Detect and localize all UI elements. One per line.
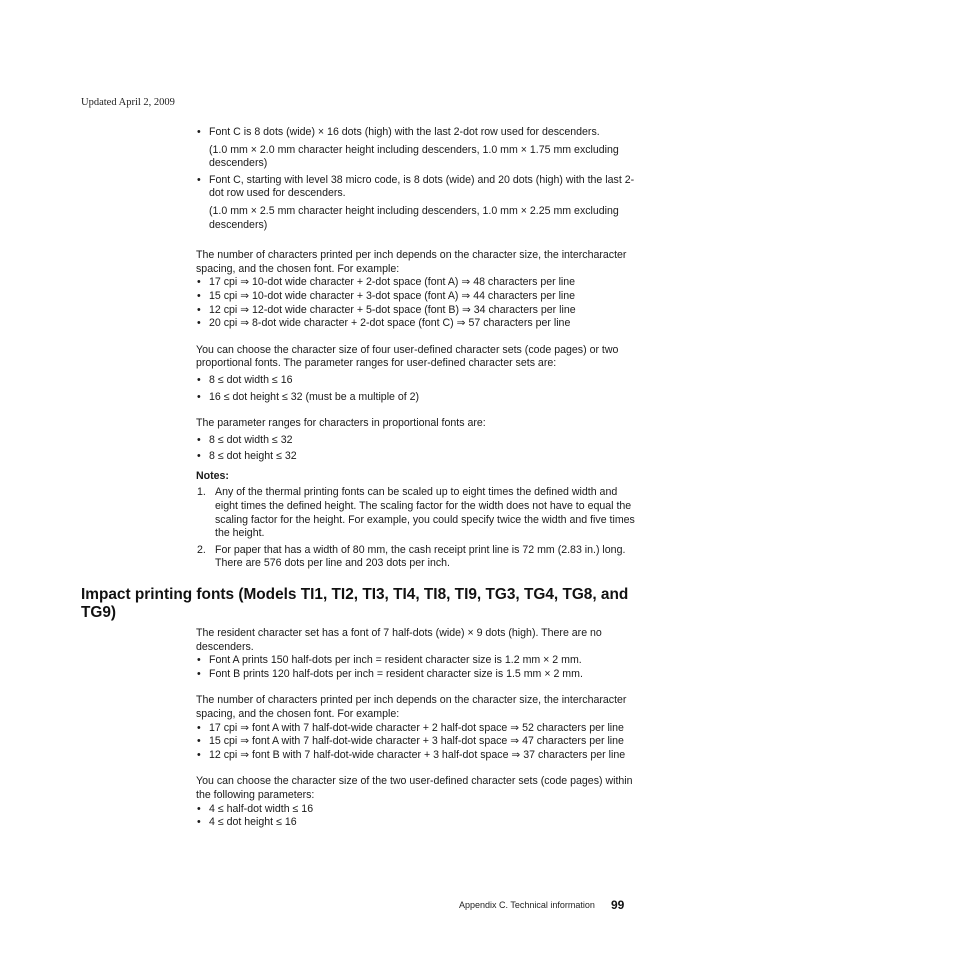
list-item: • 8 ≤ dot width ≤ 16	[196, 374, 636, 388]
list-item: • 4 ≤ half-dot width ≤ 16	[196, 803, 636, 817]
list-item: • Font C is 8 dots (wide) × 16 dots (high) with the last 2-dot row used for descenders.	[196, 126, 636, 140]
note-item	[196, 544, 636, 571]
note-number: 1.	[197, 486, 206, 499]
list-item: • 16 ≤ dot height ≤ 32 (must be a multiple of 2)	[196, 391, 636, 405]
list-item: • 15 cpi ⇒ font A with 7 half-dot-wide character + 3 half-dot space ⇒ 47 characters per line	[196, 735, 636, 749]
impact-cpi-intro: The number of characters printed per inch depends on the character size, the intercharacter spacing, and the chosen font. For example:	[196, 694, 627, 720]
impact-fonts-heading: Impact printing fonts (Models TI1, TI2, TI3, TI4, TI8, TI9, TG3, TG4, TG8, and TG9)	[81, 586, 629, 621]
list-item: • 17 cpi ⇒ 10-dot wide character + 2-dot space (font A) ⇒ 48 characters per line	[196, 276, 636, 290]
list-item: • 8 ≤ dot height ≤ 32	[196, 450, 636, 464]
user-defined-intro: You can choose the character size of four user-defined character sets (code pages) or two proportional fonts. The parameter ranges for user-defined character sets are:	[196, 343, 619, 370]
list-item: • 12 cpi ⇒ font B with 7 half-dot-wide character + 3 half-dot space ⇒ 37 characters per line	[196, 749, 636, 763]
proportional-intro: The parameter ranges for characters in proportional fonts are:	[196, 417, 486, 430]
proportional-list	[196, 434, 636, 464]
note-item	[196, 486, 636, 540]
impact-user-defined-intro: You can choose the character size of the two user-defined character sets (code pages) within the following parameters:	[196, 775, 633, 801]
cpi-list	[196, 276, 636, 330]
font-c-list	[196, 126, 636, 140]
impact-cpi-list	[196, 722, 636, 763]
list-item: • Font A prints 150 half-dots per inch = resident character size is 1.2 mm × 2 mm.	[196, 654, 636, 668]
resident-list	[196, 654, 636, 681]
list-item: • 8 ≤ dot width ≤ 32	[196, 434, 636, 448]
font-c-note-2: (1.0 mm × 2.5 mm character height including descenders, 1.0 mm × 2.25 mm excluding descenders)	[209, 204, 619, 231]
footer-section: Appendix C. Technical information	[459, 900, 595, 910]
list-item: • 20 cpi ⇒ 8-dot wide character + 2-dot space (font C) ⇒ 57 characters per line	[196, 317, 636, 331]
list-item: • 17 cpi ⇒ font A with 7 half-dot-wide character + 2 half-dot space ⇒ 52 characters per line	[196, 722, 636, 736]
updated-date: Updated April 2, 2009	[81, 97, 175, 108]
list-item: • Font C, starting with level 38 micro code, is 8 dots (wide) and 20 dots (high) with the last 2-dot row used for descenders.	[196, 174, 636, 201]
note-number: 2.	[197, 543, 206, 556]
font-c-note: (1.0 mm × 2.0 mm character height including descenders, 1.0 mm × 1.75 mm excluding descenders)	[209, 143, 619, 170]
user-defined-list	[196, 374, 636, 404]
list-item: • 12 cpi ⇒ 12-dot wide character + 5-dot space (font B) ⇒ 34 characters per line	[196, 304, 636, 318]
note-text: For paper that has a width of 80 mm, the cash receipt print line is 72 mm (2.83 in.) long. There are 576 dots per line and 203 dots per inch.	[215, 543, 626, 570]
resident-intro: The resident character set has a font of 7 half-dots (wide) × 9 dots (high). There are no descenders.	[196, 627, 602, 653]
list-item: • 15 cpi ⇒ 10-dot wide character + 3-dot space (font A) ⇒ 44 characters per line	[196, 290, 636, 304]
list-item: • Font B prints 120 half-dots per inch = resident character size is 1.5 mm × 2 mm.	[196, 668, 636, 682]
note-text: Any of the thermal printing fonts can be scaled up to eight times the defined width and eight times the defined height. The scaling factor for the width does not have to equal the scaling factor for the height. For example, you could specify twice the width and five times the height.	[215, 486, 635, 540]
font-c-list-2	[196, 174, 636, 201]
page-content	[81, 126, 636, 830]
impact-user-defined-list	[196, 803, 636, 830]
page-number: 99	[611, 898, 625, 912]
notes-title: Notes:	[196, 469, 229, 482]
cpi-intro: The number of characters printed per inch depends on the character size, the intercharacter spacing, and the chosen font. For example:	[196, 249, 627, 275]
list-item: • 4 ≤ dot height ≤ 16	[196, 816, 636, 830]
notes-list	[196, 486, 636, 571]
